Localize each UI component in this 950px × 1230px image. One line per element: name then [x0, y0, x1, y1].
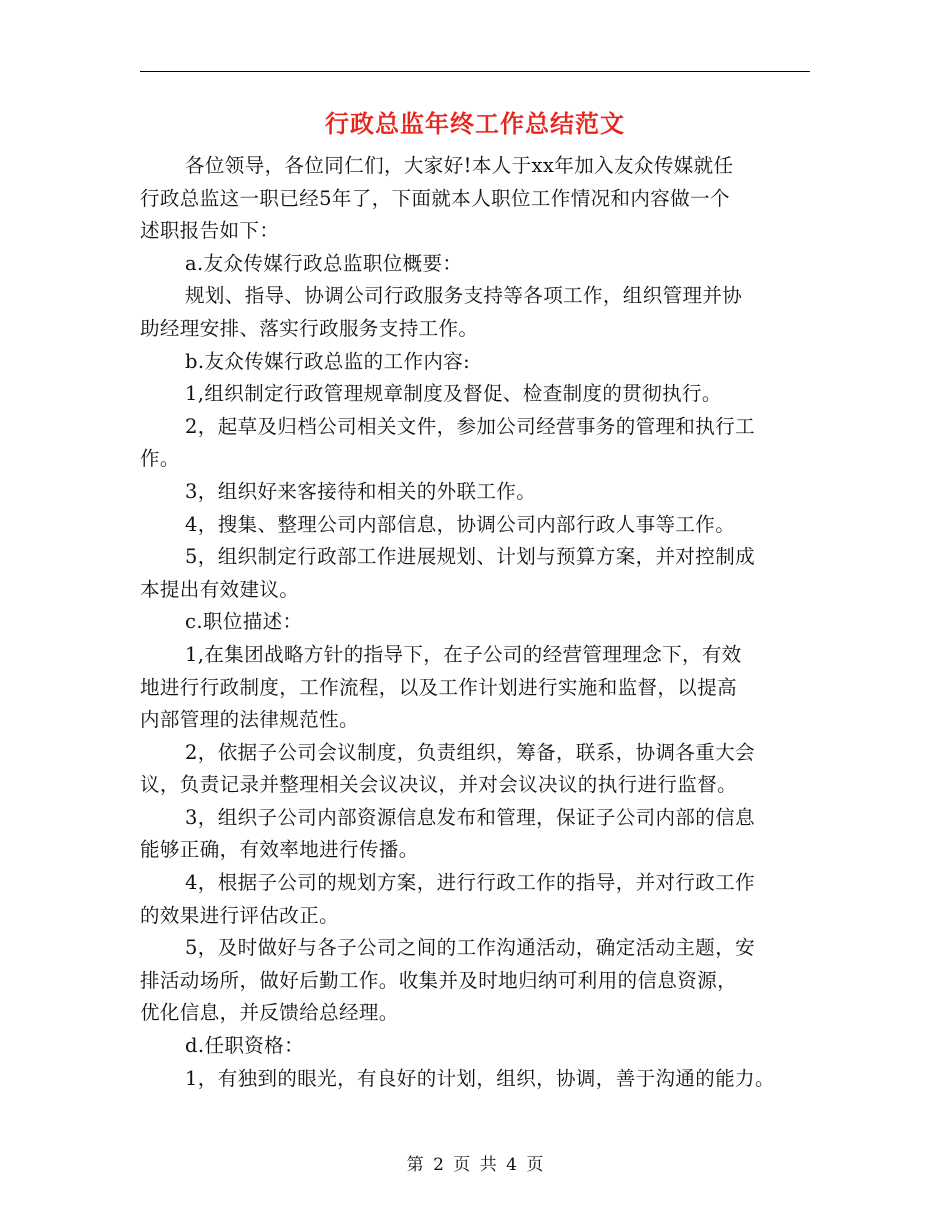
paragraph: 5，组织制定行政部工作进展规划、计划与预算方案，并对控制成 本提出有效建议。	[140, 545, 756, 601]
paragraph: 2，依据子公司会议制度，负责组织，筹备，联系，协调各重大会 议，负责记录并整理相关会议决议，并对会议决议的执行进行监督。	[140, 740, 756, 797]
paragraph: 1,组织制定行政管理规章制度及督促、检查制度的贯彻执行。	[185, 382, 722, 406]
paragraph: 5，及时做好与各子公司之间的工作沟通活动，确定活动主题，安 排活动场所，做好后勤工作。收集并及时地归纳可利用的信息资源， 优化信息，并反馈给总经理。	[140, 936, 756, 1025]
document-title: 行政总监年终工作总结范文	[325, 109, 625, 138]
paragraph: 4，根据子公司的规划方案，进行行政工作的指导，并对行政工作 的效果进行评估改正。	[140, 871, 756, 927]
paragraph: a.友众传媒行政总监职位概要：	[185, 251, 463, 275]
paragraph: b.友众传媒行政总监的工作内容:	[185, 349, 471, 373]
paragraph: 4，搜集、整理公司内部信息，协调公司内部行政人事等工作。	[185, 512, 736, 536]
document-body	[140, 150, 815, 1095]
paragraph: d.任职资格：	[185, 1034, 304, 1058]
paragraph: 3，组织好来客接待和相关的外联工作。	[185, 479, 537, 503]
paragraph: 1,在集团战略方针的指导下，在子公司的经营管理理念下，有效 地进行行政制度，工作流程，以及工作计划进行实施和监督，以提高 内部管理的法律规范性。	[140, 642, 742, 732]
paragraph: 3，组织子公司内部资源信息发布和管理，保证子公司内部的信息 能够正确，有效率地进行传播。	[140, 805, 756, 862]
paragraph: 1，有独到的眼光，有良好的计划，组织，协调，善于沟通的能力。	[185, 1066, 775, 1090]
paragraph: 2，起草及归档公司相关文件，参加公司经营事务的管理和执行工 作。	[140, 414, 756, 471]
paragraph: 各位领导，各位同仁们，大家好!本人于xx年加入友众传媒就任 行政总监这一职已经5年了，下面就本人职位工作情况和内容做一个 述职报告如下：	[140, 154, 734, 243]
page-number-footer: 第 2 页 共 4 页	[406, 1155, 544, 1175]
header-rule	[140, 71, 810, 72]
paragraph: 规划、指导、协调公司行政服务支持等各项工作，组织管理并协 助经理安排、落实行政服务支持工作。	[140, 284, 743, 340]
paragraph: c.职位描述：	[185, 610, 303, 634]
